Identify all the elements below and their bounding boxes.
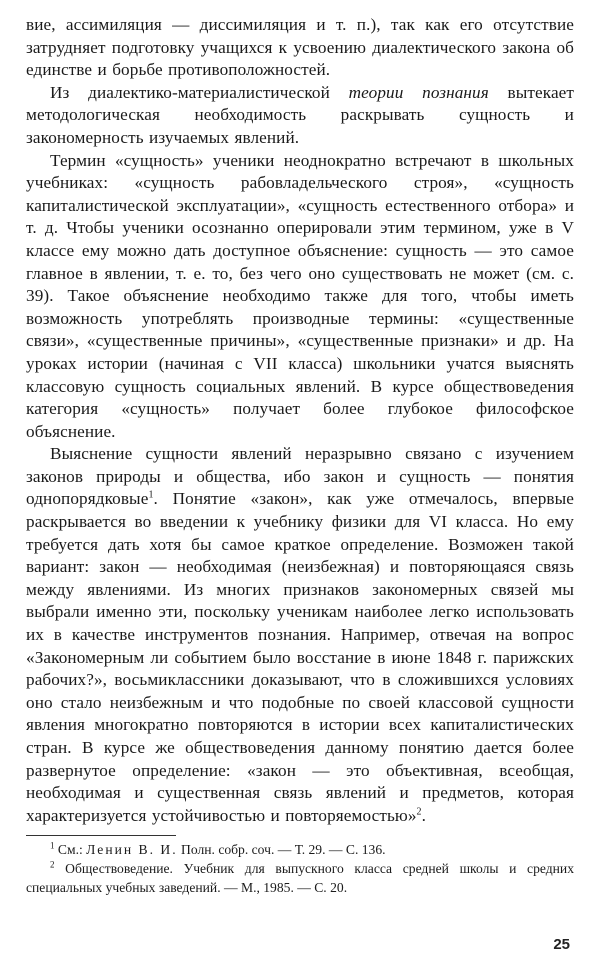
paragraph-text: . Понятие «закон», как уже отмечалось, впервые раскрывается во введении к учебнику физики для VI класса. Но ему требуется дать хотя бы самое краткое определение. Возможен такой вариант: закон — необходимая (неизбежная) и повторяющаяся связь между явлениями. Из многих признаков закономерных связей мы выбрали именно эти, поскольку ученикам наиболее легко использовать их в качестве инструментов познания. Например, отвечая на вопрос «Закономерным ли событием было восстание в июне 1848 г. парижских рабочих?», восьмиклассники доказывают, что в сложившихся условиях оно стало неизбежным и что подобные по своей классовой сущности явления многократно повторяются в истории всех капиталистических стран. В курсе же обществоведения данному понятию дается более развернутое определение: «закон — это объективная, всеобщая, необходимая и существенная связь явлений и предметов, которая характеризуется устойчивостью и повторяемостью» [26,489,574,825]
footnote-text: Обществоведение. Учебник для выпускного класса средней школы и средних специальных учебных заведений. — М., 1985. — С. 20. [26,861,574,896]
italic-term: теории познания [348,82,489,102]
paragraph-text: вытекает методологическая необходимость раскрывать сущность и закономерность изучаемых явлений. [26,82,575,147]
footnote-1 [26,840,574,859]
paragraph-text: Из диалектико-материалистической [50,82,349,102]
page-body [26,14,574,897]
footnote-number: 1 [50,840,55,851]
paragraph-theory-of-knowledge [26,82,574,150]
paragraph-text: Выяснение сущности явлений неразрывно связано с изучением законов природы и общества, ибо закон и сущность — понятия однопорядковые [26,444,574,509]
footnote-number: 2 [50,859,55,870]
paragraph-essence-term: Термин «сущность» ученики неоднократно встречают в школьных учебниках: «сущность рабовладельческого строя», «сущность капиталистической эксплуатации», «сущность естественного отбора» и т. д. Чтобы ученики осознанно оперировали этим термином, уже в V классе ему можно дать доступное объяснение: сущность — это самое главное в явлении, т. е. то, без чего оно существовать не может (см. с. 39). Такое объяснение необходимо также для того, чтобы иметь возможность употреблять производные термины: «существенные связи», «существенные причины», «существенные признаки» и др. На уроках истории (начиная с VII класса) школьники учатся выяснять классовую сущность социальных явлений. В курсе обществоведения категория «сущность» получает более глубокое философское объяснение. [26,150,574,441]
footnote-2 [26,859,574,897]
paragraph-continuation: вие, ассимиляция — диссимиляция и т. п.), так как его отсутствие затрудняет подготовку учащихся к усвоению диалектического закона об единстве и борьбе противоположностей. [26,15,574,80]
paragraph-text: . [421,805,427,825]
footnote-divider [26,835,176,836]
footnote-ref: 2 [416,806,422,818]
footnote-author: Ленин В. И. [86,842,178,858]
footnote-text: См.: [57,842,87,858]
footnote-ref: 1 [148,489,154,501]
page-number: 25 [553,936,570,953]
paragraph-law-concept [26,443,574,827]
footnote-text: Полн. собр. соч. — Т. 29. — С. 136. [177,842,386,858]
